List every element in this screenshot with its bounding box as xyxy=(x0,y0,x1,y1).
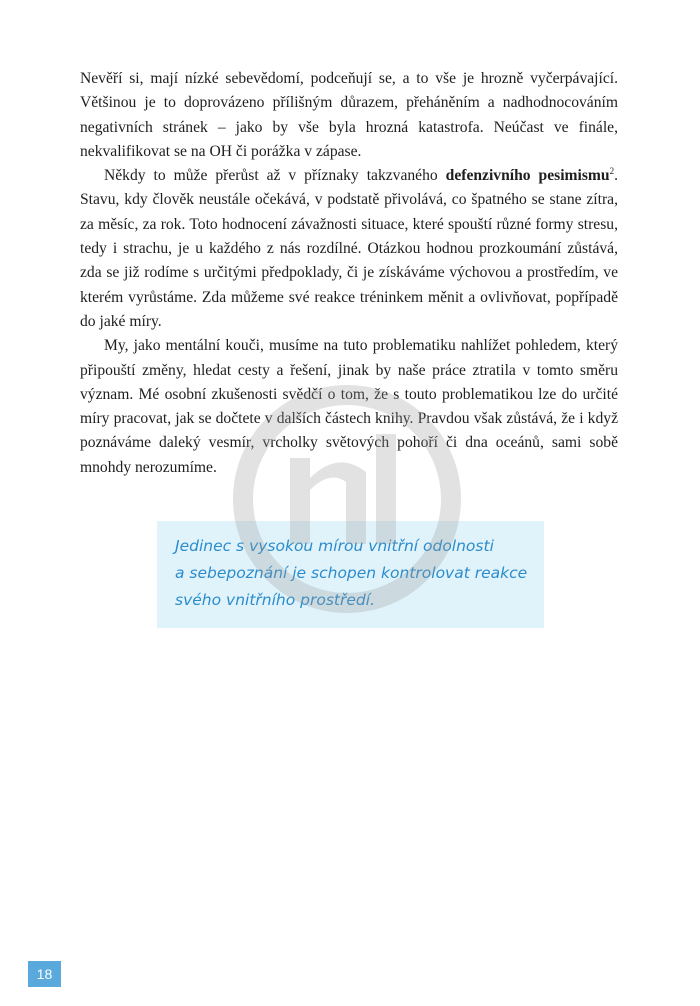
paragraph-2-rest: . Stavu, kdy člověk neustále očekává, v podstatě přivolává, co špatného se stane zítra, za měsíc, za rok. Toto hodnocení závažnosti situace, které spouští různé formy stresu, tedy i strachu, je u každého z nás rozdílné. Otázkou hodnou prozkoumání zůstává, zda se již rodíme s určitými předpoklady, či je získáváme výchovou a prostředím, ve kterém vyrůstáme. Zda můžeme své reakce tréninkem měnit a ovlivňovat, popřípadě do jaké míry. xyxy=(80,167,618,330)
paragraph-1: Nevěří si, mají nízké sebevědomí, podceňují se, a to vše je hrozně vyčerpávající. Většinou je to doprovázeno přílišným důrazem, přeháněním a nadhodnocováním negativních stránek – jako by vše byla hrozná katastrofa. Neúčast ve finále, nekvalifikovat se na OH či porážka v zápase. xyxy=(80,70,618,160)
paragraph-2 xyxy=(80,164,618,334)
footnote-marker: 2 xyxy=(609,166,615,176)
body-text xyxy=(80,67,618,480)
quote-line-3: svého vnitřního prostředí. xyxy=(175,591,375,609)
quote-line-1: Jedinec s vysokou mírou vnitřní odolnosti xyxy=(175,537,494,555)
emphasized-term: defenzivního pesimismu xyxy=(445,167,610,185)
paragraph-2-intro: Někdy to může přerůst až v příznaky takzvaného xyxy=(104,167,446,185)
page-number-badge: 18 xyxy=(28,961,61,987)
paragraph-3: My, jako mentální kouči, musíme na tuto problematiku nahlížet pohledem, který připouští změny, hledat cesty a řešení, jinak by naše práce ztratila v tomto směru význam. Mé osobní zkušenosti svědčí o tom, že s touto problematikou lze do určité míry pracovat, jak se dočtete v dalších částech knihy. Pravdou však zůstává, že i když poznáváme daleký vesmír, vrcholky světových pohoří či dna oceánů, sami sobě mnohdy nerozumíme. xyxy=(80,337,618,476)
highlight-quote-box xyxy=(157,521,544,628)
quote-line-2: a sebepoznání je schopen kontrolovat reakce xyxy=(175,564,528,582)
